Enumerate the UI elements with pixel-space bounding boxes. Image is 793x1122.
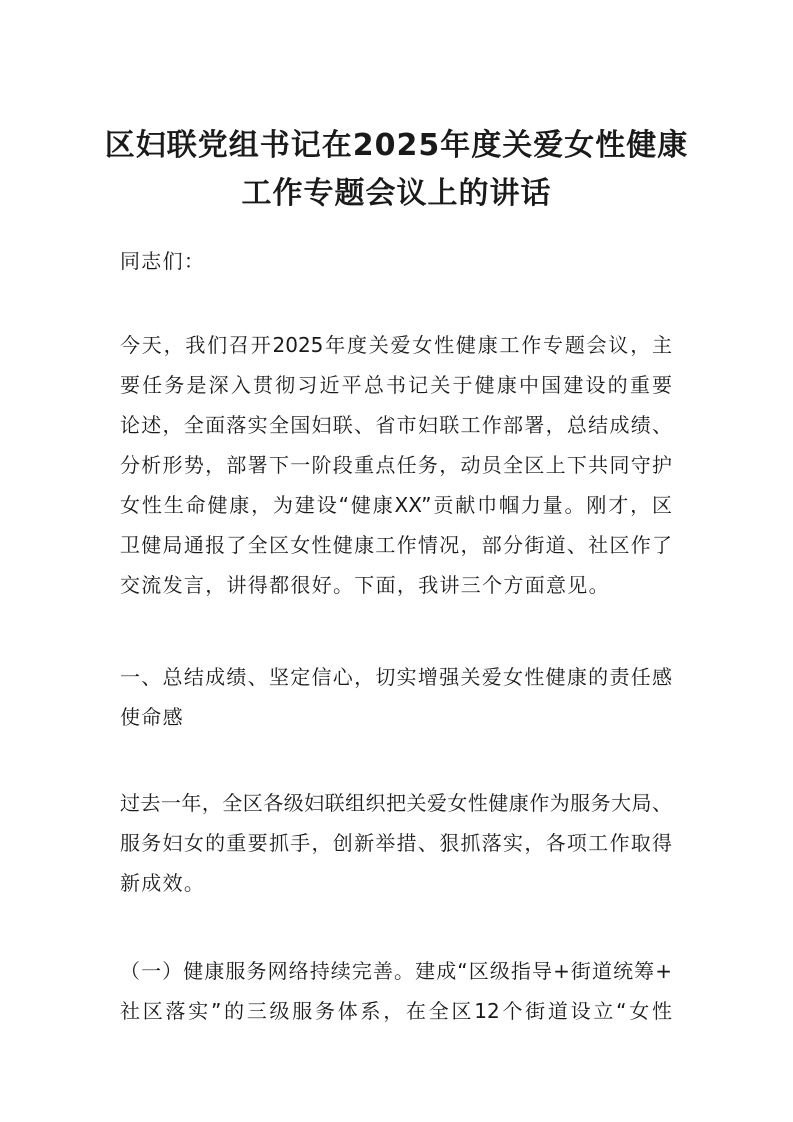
document-title-line-1: 区妇联党组书记在2025年度关爱女性健康 <box>104 128 689 163</box>
document-title-line-2: 工作专题会议上的讲话 <box>241 176 552 211</box>
subsection-one-line-1: （一）健康服务网络持续完善。建成“区级指导+街道统筹+ <box>120 959 672 983</box>
section-one-heading-line-1: 一、总结成绩、坚定信心，切实增强关爱女性健康的责任感 <box>120 665 672 689</box>
intro-line-2: 要任务是深入贯彻习近平总书记关于健康中国建设的重要 <box>120 373 672 397</box>
intro-line-5: 女性生命健康，为建设“健康XX”贡献巾帼力量。刚才，区 <box>120 493 672 517</box>
subsection-one-line-2: 社区落实”的三级服务体系，在全区12个街道设立“女性 <box>120 999 672 1023</box>
achievement-line-2: 服务妇女的重要抓手，创新举措、狠抓落实，各项工作取得 <box>120 831 672 855</box>
achievement-line-1: 过去一年，全区各级妇联组织把关爱女性健康作为服务大局、 <box>120 791 672 815</box>
salutation: 同志们： <box>120 249 206 273</box>
intro-line-6: 卫健局通报了全区女性健康工作情况，部分街道、社区作了 <box>120 533 672 557</box>
intro-line-3: 论述，全面落实全国妇联、省市妇联工作部署，总结成绩、 <box>120 413 672 437</box>
intro-line-4: 分析形势，部署下一阶段重点任务，动员全区上下共同守护 <box>120 453 672 477</box>
section-one-heading-line-2: 使命感 <box>120 705 184 729</box>
intro-line-7: 交流发言，讲得都很好。下面，我讲三个方面意见。 <box>120 573 610 597</box>
intro-line-1: 今天，我们召开2025年度关爱女性健康工作专题会议，主 <box>120 333 672 357</box>
achievement-line-3: 新成效。 <box>120 871 206 895</box>
